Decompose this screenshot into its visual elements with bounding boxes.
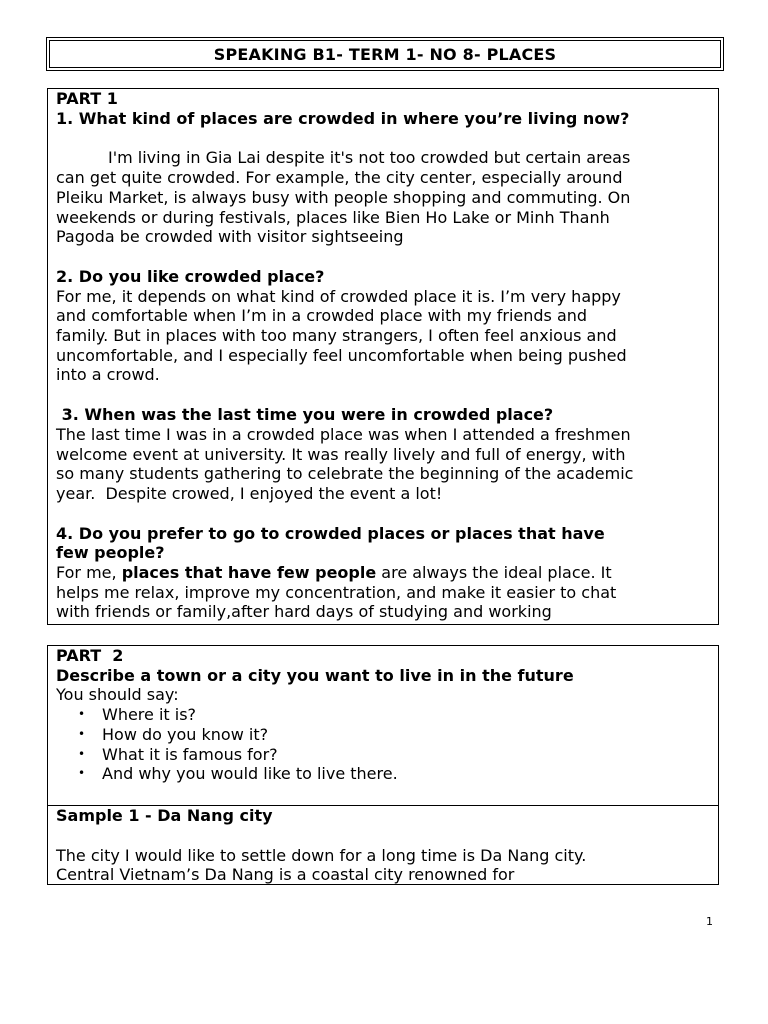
answer-1-line: Pagoda be crowded with visitor sightseeing bbox=[56, 227, 404, 247]
answer-2-line: For me, it depends on what kind of crowded place it is. I’m very happy bbox=[56, 286, 621, 306]
part2-heading: PART 2 bbox=[56, 646, 124, 665]
sample-line: Central Vietnam’s Da Nang is a coastal city renowned for bbox=[56, 865, 515, 885]
cue-item bbox=[78, 724, 710, 745]
cue-item bbox=[78, 744, 710, 765]
question-3: 3. When was the last time you were in crowded place? bbox=[56, 405, 554, 425]
cue-text: How do you know it? bbox=[102, 724, 269, 744]
answer-1-line: I'm living in Gia Lai despite it's not too crowded but certain areas bbox=[108, 148, 631, 168]
part2-topic: Describe a town or a city you want to live in in the future bbox=[56, 665, 574, 685]
answer-1-line: can get quite crowded. For example, the city center, especially around bbox=[56, 168, 623, 188]
sample-title: Sample 1 - Da Nang city bbox=[56, 806, 273, 825]
sample-line: The city I would like to settle down for a long time is Da Nang city. bbox=[56, 845, 587, 865]
part2-prompt: You should say: bbox=[56, 685, 179, 705]
bullet-icon: • bbox=[78, 726, 86, 741]
part2-prompt-cell bbox=[48, 646, 718, 806]
answer-2-line: family. But in places with too many strangers, I often feel anxious and bbox=[56, 326, 617, 346]
answer-4-line: helps me relax, improve my concentration, and make it easier to chat bbox=[56, 582, 617, 602]
bullet-icon: • bbox=[78, 766, 86, 781]
answer-3-line: so many students gathering to celebrate the beginning of the academic bbox=[56, 464, 634, 484]
answer-2-line: into a crowd. bbox=[56, 365, 160, 385]
cue-text: Where it is? bbox=[102, 705, 197, 725]
answer-2-line: uncomfortable, and I especially feel uncomfortable when being pushed bbox=[56, 345, 627, 365]
answer-2-line: and comfortable when I’m in a crowded place with my friends and bbox=[56, 306, 588, 326]
cue-item bbox=[78, 764, 710, 784]
part1-heading: PART 1 bbox=[56, 89, 118, 108]
bullet-icon: • bbox=[78, 746, 86, 761]
cue-text: And why you would like to live there. bbox=[102, 764, 398, 784]
answer-3-line: year. Despite crowed, I enjoyed the event a lot! bbox=[56, 483, 443, 503]
answer-1-line: Pleiku Market, is always busy with people shopping and commuting. On bbox=[56, 187, 631, 207]
title-box bbox=[46, 37, 724, 71]
answer-4-line: with friends or family,after hard days of studying and working bbox=[56, 602, 552, 622]
part2-box bbox=[47, 645, 719, 885]
part1-box bbox=[47, 88, 719, 625]
question-2: 2. Do you like crowded place? bbox=[56, 266, 325, 286]
bullet-icon: • bbox=[78, 707, 86, 722]
answer-1-line: weekends or during festivals, places like Bien Ho Lake or Minh Thanh bbox=[56, 207, 610, 227]
cue-list bbox=[56, 705, 710, 784]
sample-cell bbox=[48, 806, 718, 885]
answer-4-bold: places that have few people bbox=[121, 563, 377, 583]
document-title: SPEAKING B1- TERM 1- NO 8- PLACES bbox=[213, 44, 557, 64]
answer-4-pre: For me, bbox=[56, 563, 122, 583]
question-1: 1. What kind of places are crowded in where you’re living now? bbox=[56, 108, 630, 128]
question-4-line: few people? bbox=[56, 543, 165, 563]
answer-3-line: The last time I was in a crowded place was when I attended a freshmen bbox=[56, 424, 631, 444]
cue-text: What it is famous for? bbox=[102, 744, 278, 764]
answer-4-post: are always the ideal place. It bbox=[376, 563, 612, 583]
answer-3-line: welcome event at university. It was really lively and full of energy, with bbox=[56, 444, 626, 464]
page-number: 1 bbox=[706, 915, 713, 928]
answer-4-first-line bbox=[56, 563, 710, 583]
question-4-line: 4. Do you prefer to go to crowded places or places that have bbox=[56, 523, 605, 543]
cue-item bbox=[78, 705, 710, 725]
